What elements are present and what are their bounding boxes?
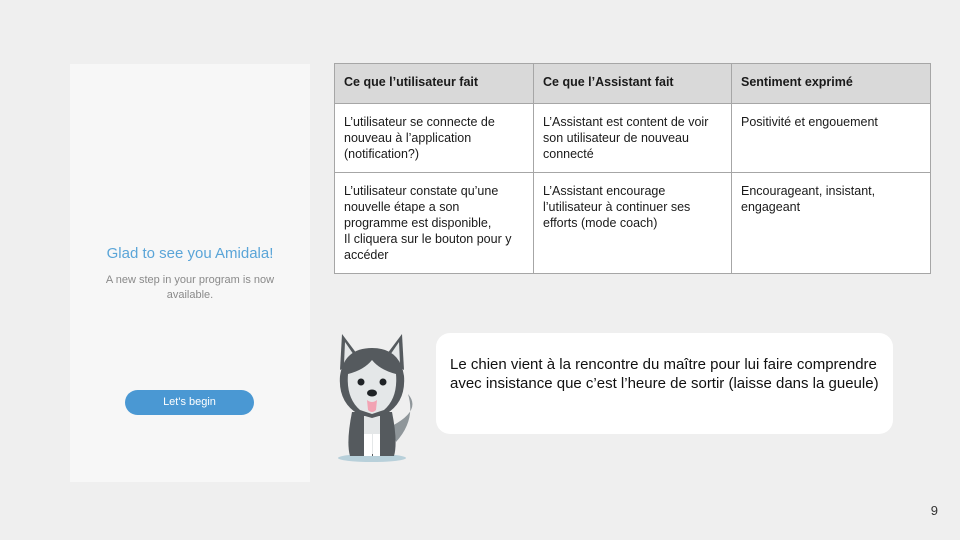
cell-sentiment: Encourageant, insistant, engageant <box>732 173 931 274</box>
welcome-subtitle: A new step in your program is now available. <box>105 274 275 301</box>
cell-assistant-action: L’Assistant est content de voir son utilisateur de nouveau connecté <box>534 104 732 173</box>
header-sentiment: Sentiment exprimé <box>732 64 931 104</box>
husky-dog-illustration <box>330 330 420 466</box>
cell-assistant-action: L’Assistant encourage l’utilisateur à continuer ses efforts (mode coach) <box>534 173 732 274</box>
lets-begin-button[interactable]: Let's begin <box>125 390 254 415</box>
app-mockup-screen <box>70 64 310 482</box>
user-journey-table <box>334 63 931 274</box>
cell-user-action: L’utilisateur constate qu’une nouvelle étape a son programme est disponible, Il cliquera sur le bouton pour y accéder <box>335 173 534 274</box>
table-row <box>335 173 931 274</box>
table-row <box>335 104 931 173</box>
header-user-action: Ce que l’utilisateur fait <box>335 64 534 104</box>
cell-user-action: L’utilisateur se connecte de nouveau à l’application (notification?) <box>335 104 534 173</box>
welcome-title: Glad to see you Amidala! <box>106 245 274 262</box>
header-assistant-action: Ce que l’Assistant fait <box>534 64 732 104</box>
cell-sentiment: Positivité et engouement <box>732 104 931 173</box>
page-number: 9 <box>930 503 938 518</box>
speech-bubble: Le chien vient à la rencontre du maître pour lui faire comprendre avec insistance que c’est l’heure de sortir (laisse dans la gueule) <box>436 333 893 434</box>
